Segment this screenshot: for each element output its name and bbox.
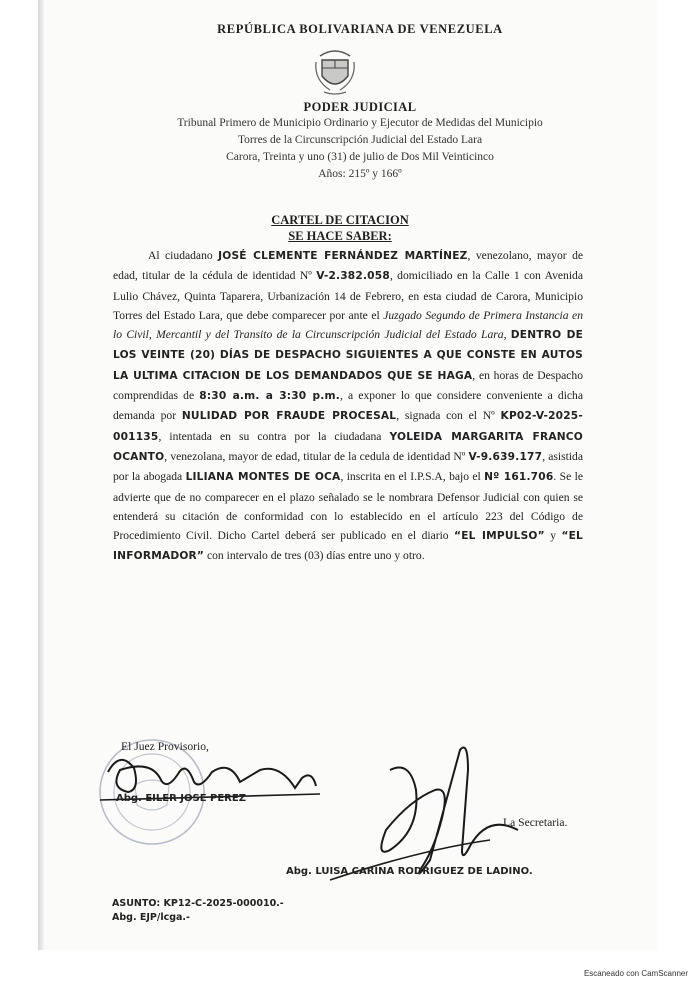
citation-paragraph bbox=[113, 246, 583, 567]
coat-of-arms-icon bbox=[310, 42, 360, 98]
deadline: DENTRO DE LOS VEINTE (20) DÍAS DE DESPACHO SIGUIENTES A QUE CONSTE EN AUTOS LA ULTIMA CITACION DE LOS DEMANDADOS QUE SE HAGA bbox=[113, 329, 584, 382]
claim-type: NULIDAD POR FRAUDE PROCESAL bbox=[181, 410, 397, 423]
citado-id: V-2.382.058 bbox=[316, 270, 390, 283]
body-text: , domiciliado en la Calle 1 con Avenida Lulio Chávez, Quinta Taparera, Urbanización 14 de Febrero, en esta ciudad de Carora, Municipio Torres del Estado Lara, que debe comparecer por ante el bbox=[113, 269, 583, 322]
cartel-title: CARTEL DE CITACION bbox=[271, 213, 409, 227]
ipsa-number: Nº 161.706 bbox=[484, 471, 554, 484]
body-text: , asistida por la abogada bbox=[113, 449, 583, 484]
plaintiff-name: YOLEIDA MARGARITA FRANCO OCANTO bbox=[113, 430, 583, 463]
body-text: y bbox=[544, 529, 562, 543]
body-text: , bbox=[503, 328, 511, 342]
republic-heading: REPÚBLICA BOLIVARIANA DE VENEZUELA bbox=[217, 22, 503, 36]
body-text: , signada con el Nº bbox=[396, 409, 501, 423]
body-text: con intervalo de tres (03) días entre uno y otro. bbox=[204, 549, 425, 563]
office-hours: 8:30 a.m. a 3:30 p.m. bbox=[199, 390, 340, 403]
body-text: , a exponer lo que considere conveniente a dicha demanda por bbox=[113, 389, 584, 423]
citation-body bbox=[113, 246, 583, 567]
secretary-name: Abg. LUISA CARINA RODRIGUEZ DE LADINO. bbox=[286, 866, 533, 877]
judge-name: Abg. EILER JOSE PEREZ bbox=[116, 793, 246, 804]
initials-reference: Abg. EJP/lcga.- bbox=[112, 912, 190, 923]
hace-saber-title: SE HACE SABER: bbox=[288, 229, 392, 243]
newspaper-1: “EL IMPULSO” bbox=[454, 530, 545, 543]
case-number: KP02-V-2025-001135 bbox=[113, 410, 583, 443]
newspaper-2: “EL INFORMADOR” bbox=[113, 530, 583, 563]
plaintiff-id: V-9.639.177 bbox=[468, 450, 543, 463]
scanner-watermark: Escaneado con CamScanner bbox=[583, 969, 688, 978]
case-reference: ASUNTO: KP12-C-2025-000010.- bbox=[112, 898, 284, 909]
page-edge-shadow bbox=[38, 0, 44, 950]
body-text: , inscrita en el I.P.S.A, bajo el bbox=[340, 470, 485, 484]
body-text: , venezolano, mayor de edad, titular de la cédula de identidad Nº bbox=[113, 249, 584, 283]
circunscripcion: Torres de la Circunscripción Judicial del Estado Lara bbox=[237, 134, 483, 146]
court-name: Juzgado Segundo de Primera Instancia en lo Civil, Mercantil y del Transito de la Circunscripción Judicial del Estado Lara bbox=[113, 308, 583, 342]
body-text: . Se le advierte que de no comparecer en el plazo señalado se le nombrara Defensor Judicial con quien se entenderá su citación de conformidad con lo establecido en el artículo 223 del Código de Procedimiento Civil. Dicho Cartel deberá ser publicado en el diario bbox=[113, 470, 584, 543]
body-text: , venezolana, mayor de edad, titular de la cedula de identidad Nº bbox=[164, 449, 469, 463]
secretary-label: La Secretaria. bbox=[503, 816, 568, 829]
document-date: Carora, Treinta y uno (31) de julio de Dos Mil Veinticinco bbox=[226, 151, 494, 163]
judge-label: El Juez Provisorio, bbox=[121, 740, 209, 753]
body-text: , intentada en su contra por la ciudadana bbox=[158, 429, 390, 443]
tribunal-name: Tribunal Primero de Municipio Ordinario y Ejecutor de Medidas del Municipio bbox=[177, 117, 543, 129]
years-line: Años: 215º y 166º bbox=[318, 168, 402, 180]
body-text: , en horas de Despacho comprendidas de bbox=[113, 368, 583, 403]
judicial-power-heading: PODER JUDICIAL bbox=[303, 100, 417, 114]
citado-name: JOSÉ CLEMENTE FERNÁNDEZ MARTÍNEZ bbox=[218, 250, 468, 262]
lawyer-name: LILIANA MONTES DE OCA bbox=[185, 471, 341, 484]
body-text: Al ciudadano bbox=[148, 249, 219, 262]
